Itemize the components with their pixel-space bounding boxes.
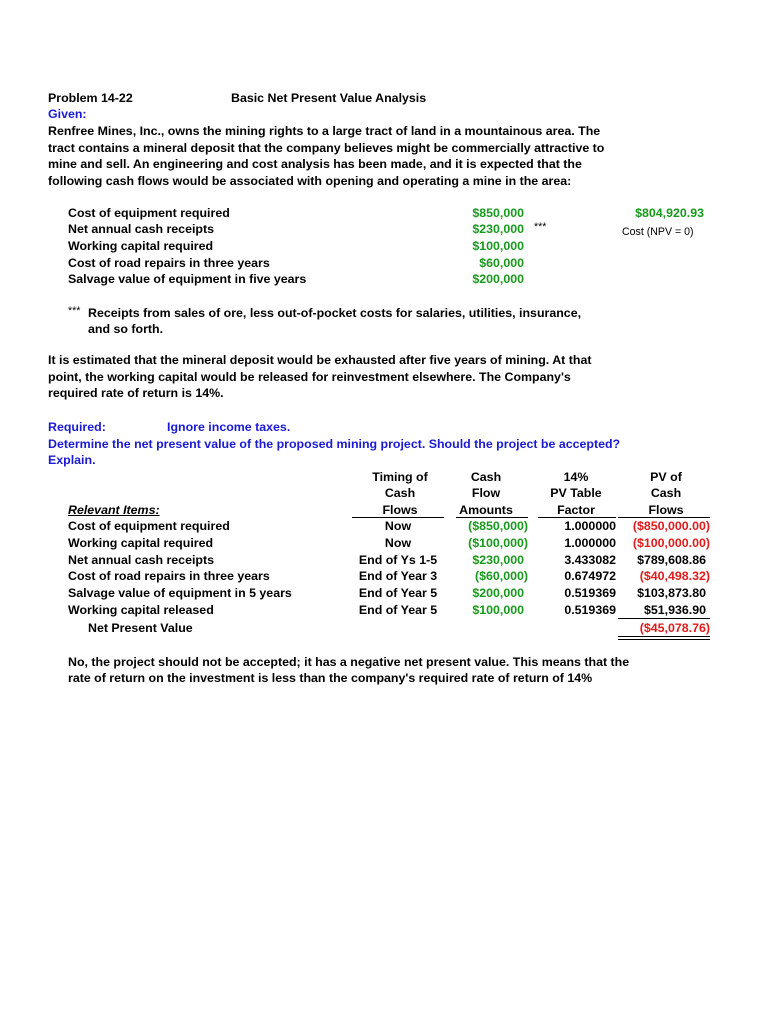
estimate-paragraph xyxy=(48,352,648,402)
conclusion-line: rate of return on the investment is less than the company's required rate of return of 14% xyxy=(68,671,593,685)
table-row xyxy=(0,602,768,619)
row-factor: 1.000000 xyxy=(564,519,616,533)
given-item xyxy=(0,255,768,272)
header-pv: Flows xyxy=(648,503,684,517)
row-item: Net annual cash receipts xyxy=(68,553,214,567)
given-label: Given: xyxy=(48,107,87,121)
row-timing: End of Year 3 xyxy=(358,569,438,583)
table-row xyxy=(0,518,768,535)
conclusion-line: No, the project should not be accepted; it has a negative net present value. This means that the xyxy=(68,655,630,669)
footnote-line: Receipts from sales of ore, less out-of-pocket costs for salaries, utilities, insurance, xyxy=(88,306,582,320)
header-factor: 14% xyxy=(563,470,589,484)
header-amounts: Amounts xyxy=(459,503,513,517)
intro-line: mine and sell. An engineering and cost analysis has been made, and it is expected that the xyxy=(48,157,582,172)
footnote-marker: *** xyxy=(68,305,81,317)
given-item-label: Salvage value of equipment in five years xyxy=(68,272,307,286)
row-factor: 0.519369 xyxy=(564,603,616,617)
given-item-label: Cost of road repairs in three years xyxy=(68,256,270,270)
header-pv: PV of xyxy=(650,470,682,484)
row-factor: 0.674972 xyxy=(564,569,616,583)
row-item: Cost of road repairs in three years xyxy=(68,569,270,583)
relevant-items-label: Relevant Items: xyxy=(68,503,160,517)
required-label: Required: xyxy=(48,420,106,434)
required-question: Determine the net present value of the proposed mining project. Should the project be accepted? xyxy=(48,437,621,451)
row-item: Working capital required xyxy=(68,536,214,550)
given-item-label: Net annual cash receipts xyxy=(68,222,214,236)
row-item: Salvage value of equipment in 5 years xyxy=(68,586,292,600)
table-row xyxy=(0,585,768,602)
problem-title: Basic Net Present Value Analysis xyxy=(231,91,427,105)
row-timing: End of Ys 1-5 xyxy=(358,553,438,567)
row-amount: ($850,000) xyxy=(468,519,528,533)
row-amount: $230,000 xyxy=(472,553,524,567)
problem-number: Problem 14-22 xyxy=(48,91,133,105)
header-amounts: Cash xyxy=(470,470,502,484)
given-item-value: $200,000 xyxy=(472,272,524,286)
estimate-line: required rate of return is 14%. xyxy=(48,386,224,401)
breakeven-cost-label: Cost (NPV = 0) xyxy=(622,226,694,238)
divider xyxy=(618,618,710,619)
header-timing: Flows xyxy=(382,503,418,517)
row-factor: 1.000000 xyxy=(564,536,616,550)
header-timing: Timing of xyxy=(372,470,428,484)
estimate-line: It is estimated that the mineral deposit would be exhausted after five years of mining. At that xyxy=(48,353,592,367)
row-pv: ($40,498.32) xyxy=(639,569,710,583)
header-amounts: Flow xyxy=(471,486,501,500)
header-factor: Factor xyxy=(557,503,595,517)
row-amount: $200,000 xyxy=(472,586,524,600)
intro-line: Renfree Mines, Inc., owns the mining rights to a large tract of land in a mountainous area. The xyxy=(48,124,601,138)
row-factor: 3.433082 xyxy=(564,553,616,567)
row-timing: End of Year 5 xyxy=(358,603,438,617)
row-amount: ($100,000) xyxy=(468,536,528,550)
total-row xyxy=(0,620,768,637)
row-timing: Now xyxy=(384,536,412,550)
header-pv: Cash xyxy=(650,486,682,500)
row-timing: End of Year 5 xyxy=(358,586,438,600)
header-timing: Cash xyxy=(384,486,416,500)
row-factor: 0.519369 xyxy=(564,586,616,600)
row-item: Working capital released xyxy=(68,603,214,617)
footnote-marker: *** xyxy=(534,221,547,233)
required-note: Ignore income taxes. xyxy=(167,420,291,434)
footnote-line: and so forth. xyxy=(88,322,164,336)
given-item-value: $850,000 xyxy=(472,206,524,220)
row-amount: $100,000 xyxy=(472,603,524,617)
table-row xyxy=(0,535,768,552)
row-pv: ($850,000.00) xyxy=(632,519,710,533)
row-amount: ($60,000) xyxy=(474,569,528,583)
estimate-line: point, the working capital would be released for reinvestment elsewhere. The Company's xyxy=(48,369,571,384)
row-timing: Now xyxy=(384,519,412,533)
given-item xyxy=(0,271,768,288)
intro-line: tract contains a mineral deposit that the company believes might be commercially attractive to xyxy=(48,140,605,155)
intro-line: following cash flows would be associated with opening and operating a mine in the area: xyxy=(48,173,572,188)
table-row xyxy=(0,568,768,585)
given-item-value: $100,000 xyxy=(472,239,524,253)
double-underline xyxy=(618,636,710,637)
intro-paragraph xyxy=(48,123,648,189)
double-underline xyxy=(618,639,710,640)
row-pv: $51,936.90 xyxy=(643,603,706,617)
breakeven-cost-value: $804,920.93 xyxy=(635,206,704,220)
row-pv: ($100,000.00) xyxy=(632,536,710,550)
given-item-label: Cost of equipment required xyxy=(68,206,230,220)
npv-label: Net Present Value xyxy=(88,621,193,635)
required-question: Explain. xyxy=(48,453,96,467)
row-pv: $103,873.80 xyxy=(637,586,706,600)
given-item-value: $230,000 xyxy=(472,222,524,236)
given-item-label: Working capital required xyxy=(68,239,214,253)
row-item: Cost of equipment required xyxy=(68,519,230,533)
row-pv: $789,608.86 xyxy=(637,553,706,567)
given-item-value: $60,000 xyxy=(479,256,524,270)
header-factor: PV Table xyxy=(550,486,602,500)
table-row xyxy=(0,552,768,569)
npv-total-value: ($45,078.76) xyxy=(639,621,710,635)
